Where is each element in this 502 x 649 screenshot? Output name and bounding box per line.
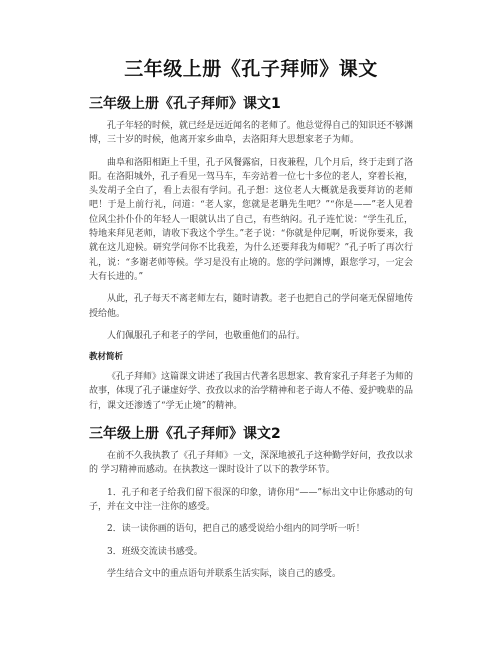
- section-1-paragraph-3: 从此，孔子每天不离老师左右，随时请教。老子也把自己的学问毫无保留地传授给他。: [89, 294, 414, 319]
- section-2-step-2: 2．读一读你画的语句，把自己的感受说给小组内的同学听一听！: [107, 524, 365, 535]
- document-title: 三年级上册《孔子拜师》课文: [124, 58, 378, 80]
- textbook-analysis-heading: 教材简析: [89, 352, 124, 363]
- section-2-step-3: 3．班级交流读书感受。: [107, 546, 203, 557]
- section-1-heading: 三年级上册《孔子拜师》课文1: [89, 96, 281, 112]
- section-2-paragraph-last: 学生结合文中的重点语句并联系生活实际，谈自己的感受。: [107, 568, 342, 579]
- section-1-paragraph-2: 曲阜和洛阳相距上千里，孔子风餐露宿，日夜兼程，几个月后，终于走到了洛阳。在洛阳城外，孔子看见一驾马车，车旁站着一位七十多位的老人，穿着长袍，头发胡子全白了，看上去很有学问。孔子想：这位老人大概就是我要拜访的老师吧！于是上前行礼，问道：“老人家，您就是老聃先生吧？”“你是——”老人见着位风尘扑仆仆的年轻人一眼就认出了自己，有些纳闷。孔子连忙说：“学生孔丘，特地来拜见老师，请收下我这个学生。”老子说：“你就是仲尼啊，听说你要来，我就在这儿迎候。研究学问你不比我差，为什么还要拜我为师呢？”孔子听了再次行礼，说：“多谢老师等候。学习是没有止境的。您的学问渊博，跟您学习，一定会大有长进的。”: [89, 157, 414, 282]
- section-1-paragraph-1: 孔子年轻的时候，就已经是远近闻名的老师了。他总觉得自己的知识还不够渊博，三十岁的时候，他离开家乡曲阜，去洛阳拜大思想家老子为师。: [89, 121, 414, 146]
- section-1-paragraph-4: 人们佩服孔子和老子的学问，也敬重他们的品行。: [107, 330, 306, 341]
- textbook-analysis-paragraph: 《孔子拜师》这篇课文讲述了我国古代著名思想家、教育家孔子拜老子为师的故事，体现了孔子谦虚好学、孜孜以求的治学精神和老子诲人不倦、爱护晚辈的品行，课文还渗透了“学无止境”的精神。: [89, 372, 414, 411]
- section-2-paragraph-1: 在前不久我执教了《孔子拜师》一文，深深地被孔子这种勤学好问，孜孜以求的 学习精神而感动。在执教这一课时设计了以下的教学环节。: [89, 451, 414, 476]
- section-2-step-1: 1．孔子和老子给我们留下很深的印象，请你用“——”标出文中让你感动的句子，并在文中注一注你的感受。: [89, 487, 413, 512]
- section-2-heading: 三年级上册《孔子拜师》课文2: [89, 426, 281, 443]
